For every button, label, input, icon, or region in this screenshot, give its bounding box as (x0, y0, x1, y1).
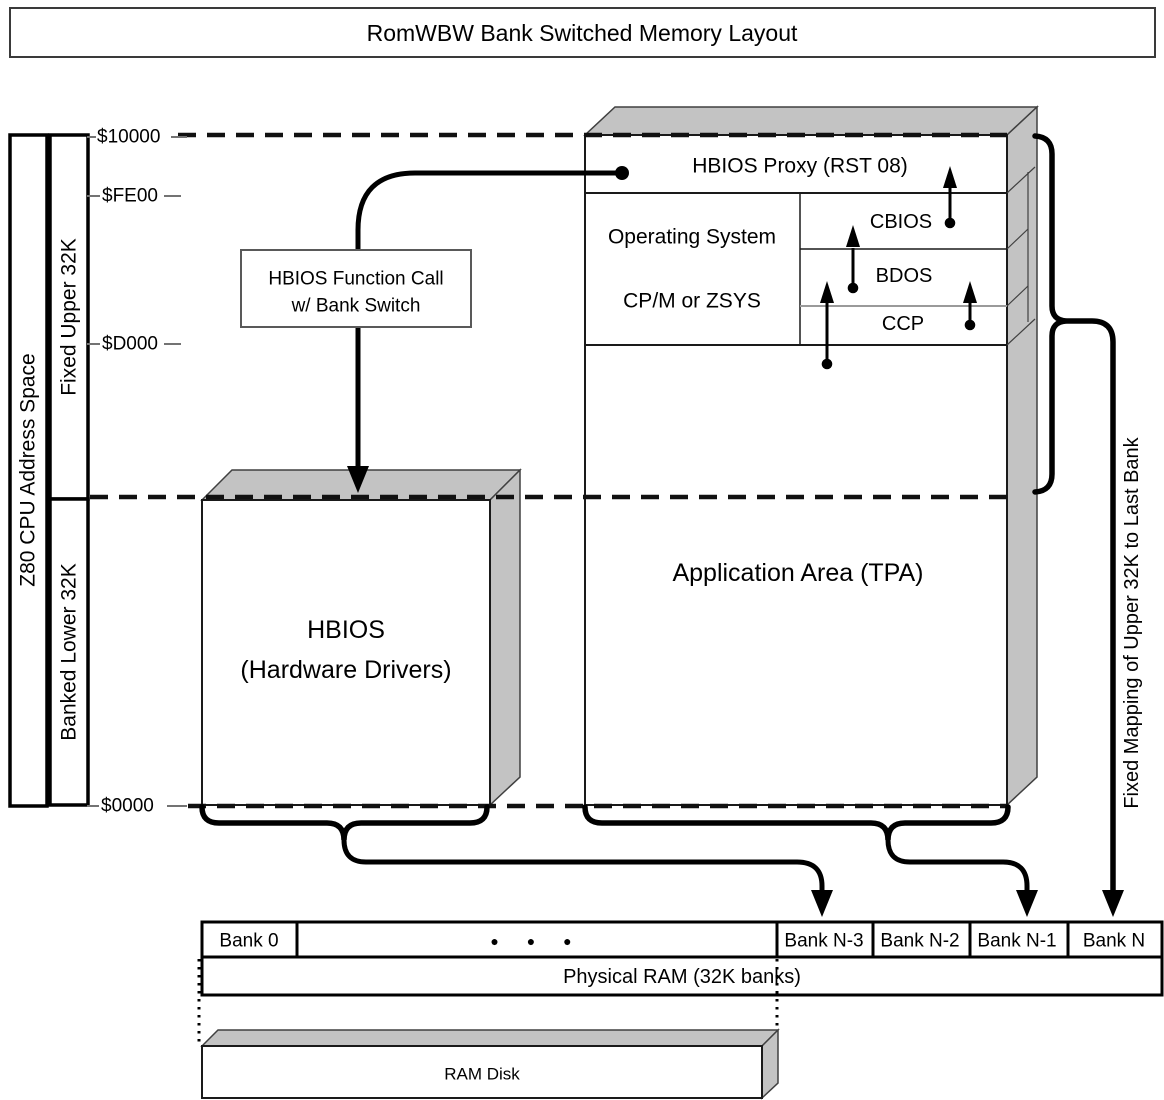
arrow-origin-dot (945, 218, 956, 229)
bank-n-label: Bank N (1082, 930, 1146, 952)
tpa-bank-brace (585, 807, 1008, 840)
arrow-origin-dot (822, 359, 833, 370)
cpu-memory-box-3d (585, 107, 1037, 805)
address-ticks (87, 137, 187, 806)
function-call-line2: w/ Bank Switch (291, 295, 421, 317)
ccp-label: CCP (881, 313, 925, 335)
connector-origin-dot (615, 166, 629, 180)
bank-n3-connector (344, 840, 822, 890)
addr-10000: $10000 (97, 126, 161, 148)
ram-disk-box-3d (202, 1030, 778, 1098)
memory-box-top-face (585, 107, 1037, 135)
arrow-origin-dot (965, 320, 976, 331)
fixed-mapping-note: Fixed Mapping of Upper 32K to Last Bank (1121, 437, 1143, 809)
hbios-box-3d (202, 470, 520, 805)
title-box (10, 8, 1155, 57)
cbios-label: CBIOS (869, 211, 933, 233)
hbios-box-right-face (490, 470, 520, 805)
z80-space-label: Z80 CPU Address Space (16, 353, 40, 587)
bank-n3-label: Bank N-3 (784, 930, 864, 952)
ram-disk-label: RAM Disk (444, 1064, 520, 1084)
bank-0-label: Bank 0 (219, 930, 279, 952)
ram-bank-row (202, 922, 1162, 957)
tpa-label: Application Area (TPA) (672, 559, 924, 587)
addr-fe00: $FE00 (102, 185, 158, 207)
hbios-function-call (241, 166, 629, 493)
arrow-origin-dot (848, 283, 859, 294)
bdos-label: BDOS (875, 265, 933, 287)
bank-n-connector (1066, 321, 1113, 890)
ram-disk-top-face (202, 1030, 778, 1046)
hbios-box-front-face (202, 500, 490, 805)
fixed-upper-label: Fixed Upper 32K (57, 238, 81, 396)
hbios-bank-brace (202, 807, 487, 840)
banked-lower-label: Banked Lower 32K (57, 563, 81, 741)
memory-box-right-face (1007, 107, 1037, 805)
addr-d000: $D000 (102, 333, 158, 355)
upper32k-brace-group (1035, 136, 1143, 917)
hbios-label-line2: (Hardware Drivers) (240, 656, 452, 684)
address-labels (87, 127, 187, 817)
arrowhead-icon (1102, 890, 1124, 917)
bank-n1-label: Bank N-1 (977, 930, 1057, 952)
physical-ram-label: Physical RAM (32K banks) (563, 966, 801, 988)
cpm-zsys-label: CP/M or ZSYS (623, 289, 761, 313)
operating-system-label: Operating System (607, 225, 777, 249)
page-title: RomWBW Bank Switched Memory Layout (366, 20, 798, 46)
physical-ram-row (202, 957, 1162, 995)
arrowhead-icon (1016, 890, 1038, 917)
hbios-proxy-label: HBIOS Proxy (RST 08) (692, 154, 908, 178)
upper32k-brace (1035, 136, 1066, 492)
bank-ellipsis: ● ● ● (490, 933, 584, 949)
bank-n1-connector (888, 840, 1027, 890)
arrowhead-icon (811, 890, 833, 917)
addr-0000: $0000 (101, 795, 154, 817)
left-panel (10, 135, 88, 806)
function-call-line1: HBIOS Function Call (268, 268, 444, 290)
hbios-label-line1: HBIOS (307, 616, 385, 644)
bank-n2-label: Bank N-2 (880, 930, 960, 952)
